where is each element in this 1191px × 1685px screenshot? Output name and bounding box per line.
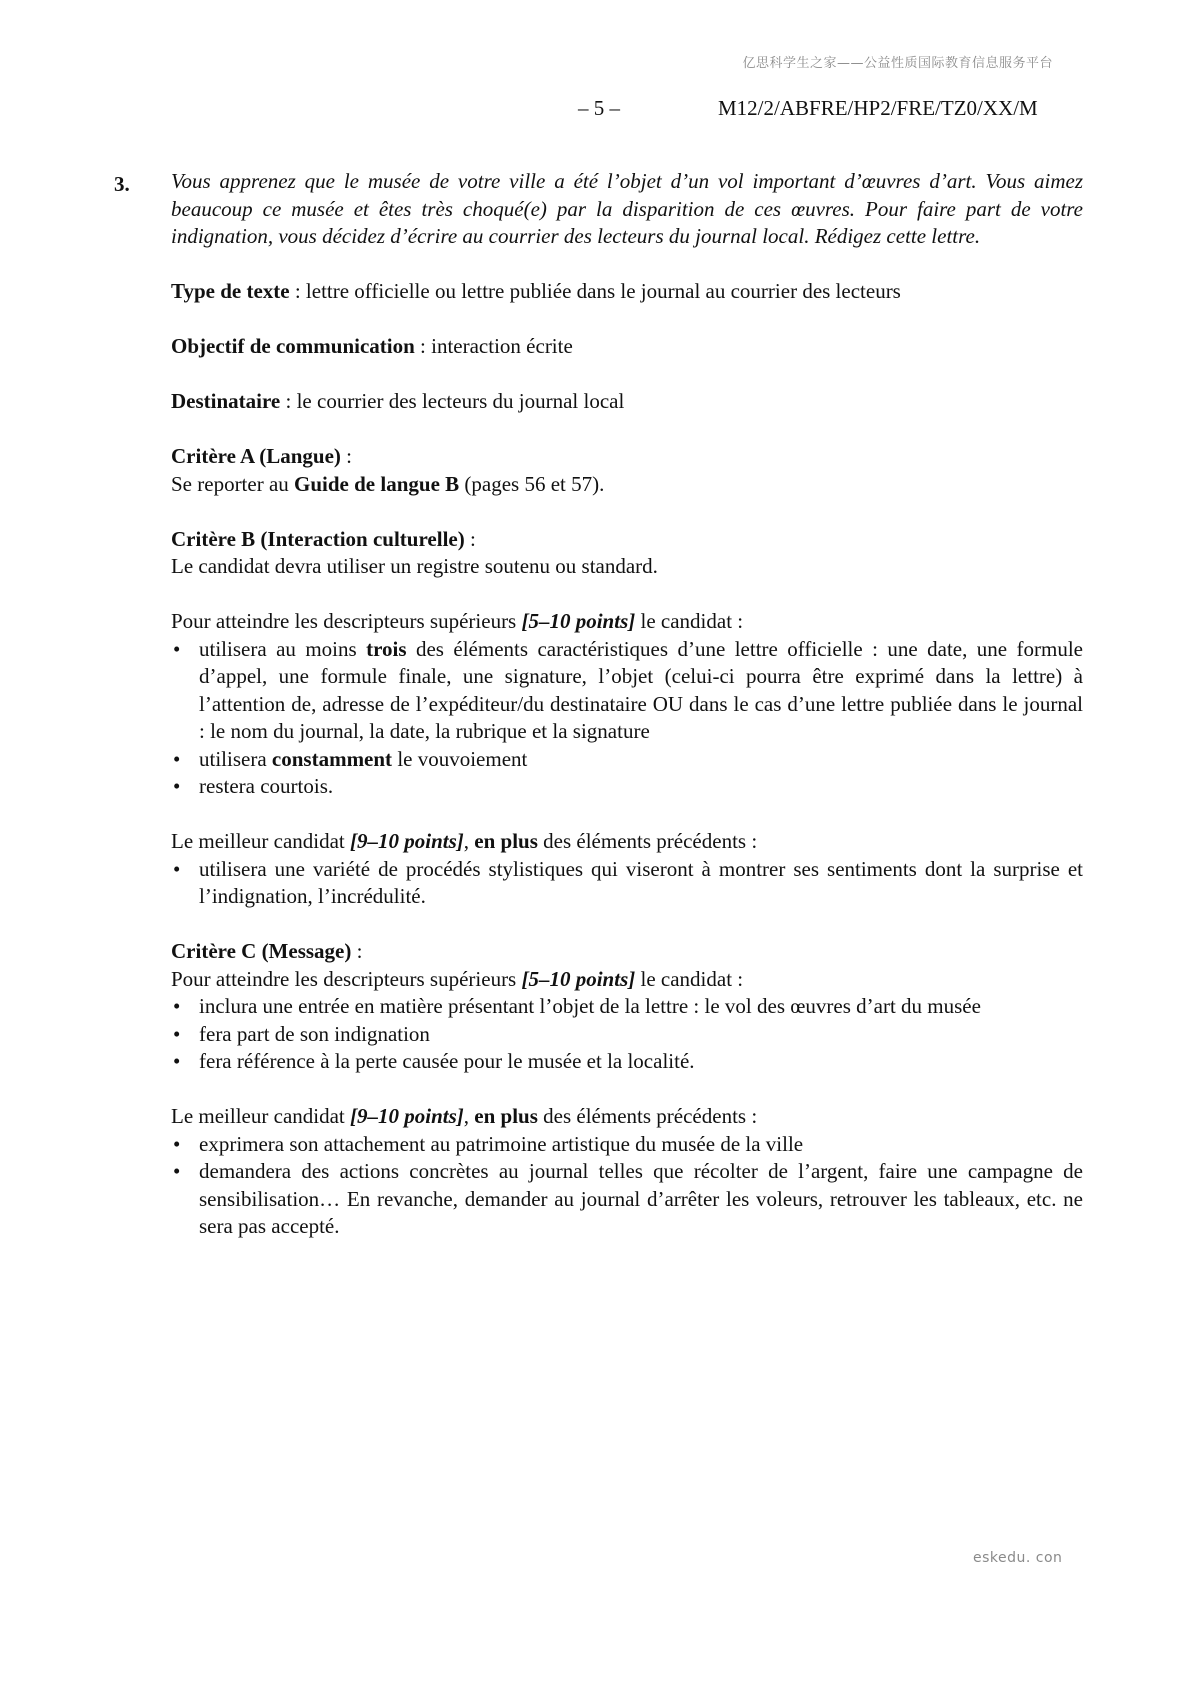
criterion-c-title: Critère C (Message)	[171, 939, 352, 963]
list-item: • fera part de son indignation	[171, 1021, 1083, 1049]
list-item: • inclura une entrée en matière présentant l’objet de la lettre : le vol des œuvres d’art du musée	[171, 993, 1083, 1021]
criterion-c	[171, 938, 1083, 1241]
b1-post: des éléments caractéristiques d’une lettre officielle : une date, une formule d’appel, une formule finale, une signature, l’objet (celui-ci pourra être exprimé dans la lettre) à l’attention de, adresse de l’expéditeur/du destinataire OU dans le cas d’une lettre publiée dans le journal : le nom du journal, la date, la rubrique et la signature	[199, 636, 1083, 743]
criterion-a-line-post: (pages 56 et 57).	[459, 471, 605, 496]
list-item: • utilisera une variété de procédés stylistiques qui viseront à montrer ses sentiments dont la surprise et l’indignation, l’incrédulité.	[171, 856, 1083, 911]
text-type-value: : lettre officielle ou lettre publiée dans le journal au courrier des lecteurs	[289, 279, 901, 303]
b1-pre: utilisera au moins	[199, 636, 367, 661]
criterion-b-intro	[171, 608, 1083, 636]
criterion-c-points: [5–10 points]	[521, 966, 636, 991]
text-type-label: Type de texte	[171, 279, 290, 303]
criterion-b	[171, 526, 1083, 911]
criterion-a-line	[171, 471, 1083, 499]
c-best-points: [9–10 points]	[350, 1104, 464, 1128]
watermark-bottom: eskedu. con	[973, 1550, 1063, 1566]
criterion-c-intro-pre: Pour atteindre les descripteurs supérieurs	[171, 966, 522, 991]
criterion-b-line: Le candidat devra utiliser un registre soutenu ou standard.	[171, 554, 658, 578]
criterion-a-line-pre: Se reporter au	[171, 471, 295, 496]
criterion-c-intro-post: le candidat :	[635, 966, 744, 991]
criterion-b-colon: :	[464, 526, 476, 551]
criterion-a	[171, 443, 1083, 498]
criterion-b-list	[171, 636, 1083, 801]
b-best-points: [9–10 points]	[350, 829, 464, 853]
criterion-b-best-list	[171, 856, 1083, 911]
c-best-bold: en plus	[474, 1104, 538, 1128]
b-best-bold: en plus	[474, 829, 538, 853]
criterion-b-best-intro	[171, 828, 1083, 856]
text-type	[171, 278, 1083, 306]
criterion-c-best-list	[171, 1131, 1083, 1241]
list-item	[171, 746, 1083, 774]
criterion-c-intro	[171, 966, 1083, 994]
criterion-c-heading	[171, 938, 1083, 966]
recipient-label: Destinataire	[171, 389, 281, 413]
criterion-c-list	[171, 993, 1083, 1076]
objective-value: : interaction écrite	[414, 334, 573, 358]
b-best-post: des éléments précédents :	[537, 829, 758, 853]
c-best-mid: ,	[463, 1104, 475, 1128]
criterion-b-intro-pre: Pour atteindre les descripteurs supérieurs	[171, 609, 522, 633]
b2-pre: utilisera	[199, 746, 272, 771]
b-best-pre: Le meilleur candidat	[171, 829, 351, 853]
criterion-c-colon: :	[351, 939, 363, 963]
question-number: 3.	[114, 172, 130, 196]
list-item: • demandera des actions concrètes au journal telles que récolter de l’argent, faire une campagne de sensibilisation… En revanche, demander au journal d’arrêter les voleurs, retrouver les tableaux, etc. ne sera pas accepté.	[171, 1158, 1083, 1241]
criterion-c-best-intro	[171, 1103, 1083, 1131]
communication-objective	[171, 333, 1083, 361]
list-item	[171, 636, 1083, 746]
recipient	[171, 388, 1083, 416]
criterion-b-heading	[171, 526, 1083, 554]
page-header	[0, 96, 1191, 124]
criterion-a-title: Critère A (Langue)	[171, 444, 341, 468]
list-item: • restera courtois.	[171, 773, 1083, 801]
list-item: • exprimera son attachement au patrimoine artistique du musée de la ville	[171, 1131, 1083, 1159]
recipient-value: : le courrier des lecteurs du journal local	[280, 389, 625, 413]
criterion-b-points: [5–10 points]	[521, 609, 636, 633]
criterion-a-guide: Guide de langue B	[294, 471, 460, 496]
criterion-b-intro-post: le candidat :	[635, 609, 744, 633]
b2-bold: constamment	[271, 746, 393, 771]
b-best-mid: ,	[463, 829, 475, 853]
c-best-post: des éléments précédents :	[537, 1104, 758, 1128]
page-number: – 5 –	[578, 96, 620, 120]
criterion-a-heading	[171, 443, 1083, 471]
criterion-b-title: Critère B (Interaction culturelle)	[171, 526, 465, 551]
document-code: M12/2/ABFRE/HP2/FRE/TZ0/XX/M	[718, 96, 1038, 120]
markscheme-content	[171, 168, 1083, 1241]
b1-bold: trois	[366, 636, 407, 661]
objective-label: Objectif de communication	[171, 334, 415, 358]
b2-post: le vouvoiement	[392, 746, 528, 771]
question-prompt: Vous apprenez que le musée de votre ville a été l’objet d’un vol important d’œuvres d’art. Vous aimez beaucoup ce musée et êtes très choqué(e) par la disparition de ces œuvres. Pour faire part de votre indignation, vous décidez d’écrire au courrier des lecteurs du journal local. Rédigez cette lettre.	[171, 169, 1083, 248]
criterion-a-colon: :	[340, 444, 353, 468]
watermark-top: 亿思科学生之家——公益性质国际教育信息服务平台	[742, 56, 1053, 71]
list-item: • fera référence à la perte causée pour le musée et la localité.	[171, 1048, 1083, 1076]
c-best-pre: Le meilleur candidat	[171, 1104, 351, 1128]
